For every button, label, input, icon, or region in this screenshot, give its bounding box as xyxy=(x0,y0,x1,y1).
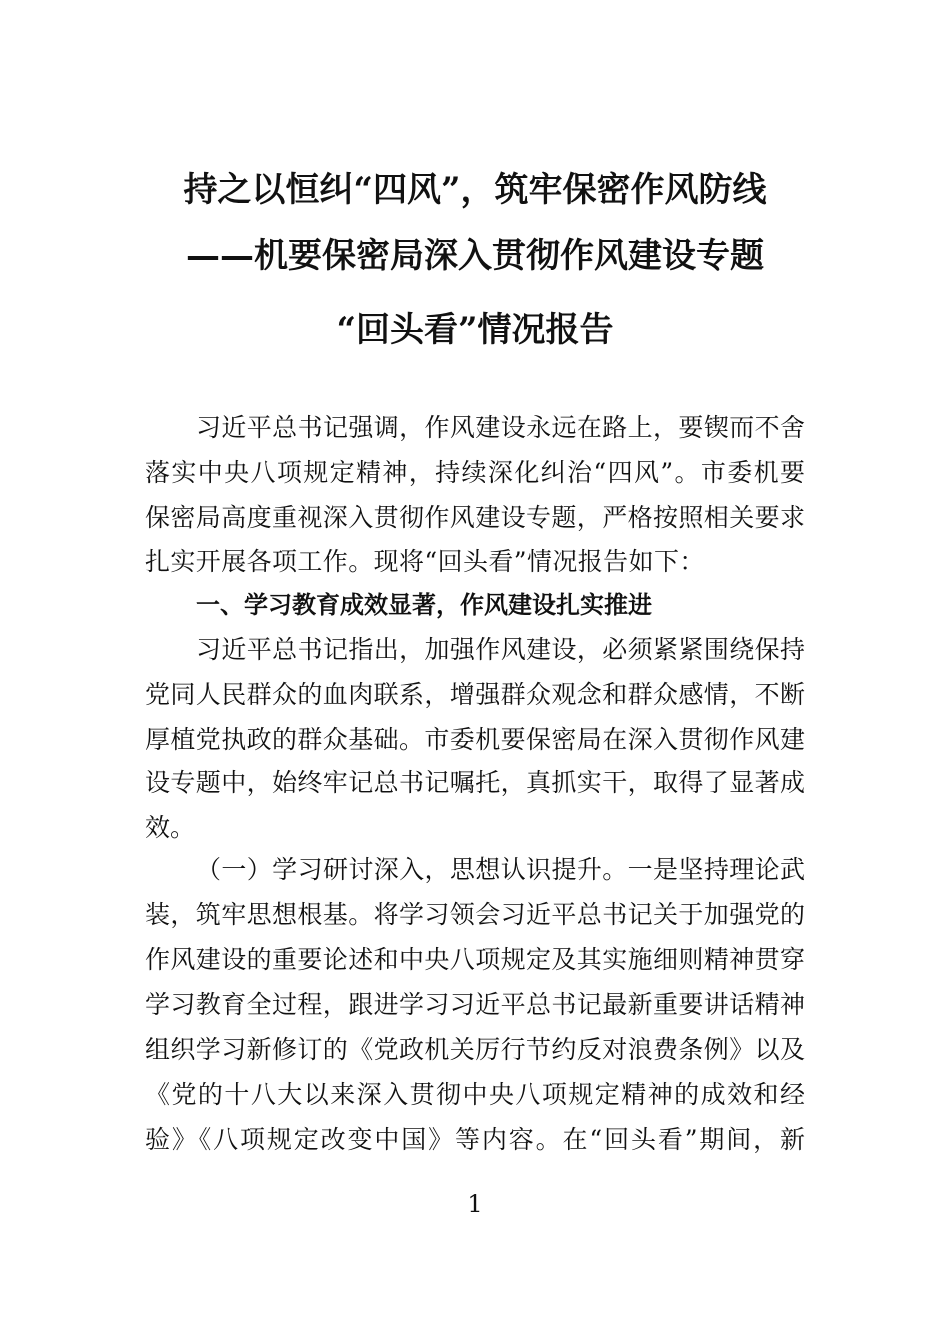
paragraph-line: 验》《八项规定改变中国》等内容。在“回头看”期间，新 xyxy=(145,1125,805,1154)
paragraph-line: （一）学习研讨深入，思想认识提升。一是坚持理论武 xyxy=(196,855,805,884)
paragraph-line: 作风建设的重要论述和中央八项规定及其实施细则精神贯穿 xyxy=(145,945,805,974)
page-number: 1 xyxy=(467,1190,483,1218)
title-line-1: 持之以恒纠“四风”，筑牢保密作风防线 xyxy=(183,170,767,210)
paragraph-line: 厚植党执政的群众基础。市委机要保密局在深入贯彻作风建 xyxy=(145,725,805,754)
paragraph-line: 习近平总书记指出，加强作风建设，必须紧紧围绕保持 xyxy=(196,635,805,664)
paragraph-line: 党同人民群众的血肉联系，增强群众观念和群众感情，不断 xyxy=(145,680,805,709)
paragraph-line: 效。 xyxy=(145,813,196,842)
paragraph-line: 学习教育全过程，跟进学习习近平总书记最新重要讲话精神 xyxy=(145,990,805,1019)
paragraph-line: 设专题中，始终牢记总书记嘱托，真抓实干，取得了显著成 xyxy=(145,768,805,797)
paragraph-line: 扎实开展各项工作。现将“回头看”情况报告如下： xyxy=(145,547,705,576)
paragraph-line: 习近平总书记强调，作风建设永远在路上，要锲而不舍 xyxy=(196,413,805,442)
section-heading: 一、学习教育成效显著，作风建设扎实推进 xyxy=(196,591,652,619)
paragraph-line: 组织学习新修订的《党政机关厉行节约反对浪费条例》以及 xyxy=(145,1035,805,1064)
paragraph-line: 装，筑牢思想根基。将学习领会习近平总书记关于加强党的 xyxy=(145,900,805,929)
title-line-2: ——机要保密局深入贯彻作风建设专题 xyxy=(186,236,764,276)
paragraph-line: 保密局高度重视深入贯彻作风建设专题，严格按照相关要求 xyxy=(145,503,805,532)
title-line-3: “回头看”情况报告 xyxy=(336,310,614,350)
paragraph-line: 落实中央八项规定精神，持续深化纠治“四风”。市委机要 xyxy=(145,458,805,487)
paragraph-line: 《党的十八大以来深入贯彻中央八项规定精神的成效和经 xyxy=(145,1080,805,1109)
